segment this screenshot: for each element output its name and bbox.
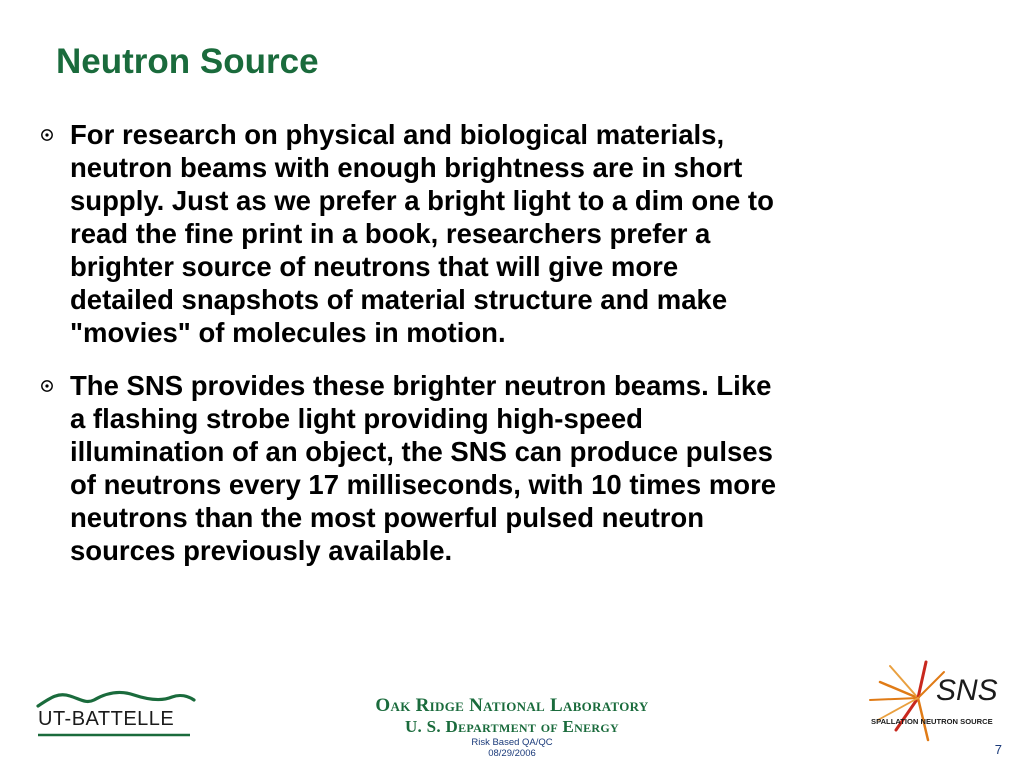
- bullet-icon: [40, 128, 54, 142]
- bullet-icon: [40, 379, 54, 393]
- bullet-item: [40, 118, 970, 349]
- department-name: U. S. Department of Energy: [404, 717, 619, 736]
- bullet-line: illumination of an object, the SNS can produce pulses: [70, 436, 773, 467]
- bullet-text: [70, 118, 970, 349]
- organization-block: [312, 695, 712, 759]
- bullet-line: "movies" of molecules in motion.: [70, 317, 506, 348]
- bullet-line: The SNS provides these brighter neutron beams. Like: [70, 370, 772, 401]
- bullet-line: neutrons than the most powerful pulsed neutron: [70, 502, 705, 533]
- bullet-line: detailed snapshots of material structure and make: [70, 284, 728, 315]
- slide-title: Neutron Source: [56, 42, 319, 81]
- ut-battelle-wordmark: UT-BATTELLE: [38, 708, 175, 730]
- bullet-text: [70, 369, 970, 567]
- sns-logo-mark: SNS: [936, 674, 998, 707]
- bullet-line: For research on physical and biological materials,: [70, 119, 725, 150]
- presentation-subtitle: Risk Based QA/QC: [471, 737, 553, 748]
- bullet-line: supply. Just as we prefer a bright light to a dim one to: [70, 185, 774, 216]
- lab-name: Oak Ridge National Laboratory: [375, 695, 649, 716]
- page-number: 7: [994, 742, 1002, 757]
- bullet-line: a flashing strobe light providing high-speed: [70, 403, 643, 434]
- presentation-date: 08/29/2006: [488, 748, 536, 759]
- bullet-item: [40, 369, 970, 567]
- sns-logo: [866, 660, 998, 746]
- bullet-line: of neutrons every 17 milliseconds, with 10 times more: [70, 469, 777, 500]
- bullet-line: sources previously available.: [70, 535, 453, 566]
- bullet-line: brighter source of neutrons that will give more: [70, 251, 679, 282]
- sns-logo-subtitle: SPALLATION NEUTRON SOURCE: [871, 717, 993, 726]
- bullet-line: read the fine print in a book, researchers prefer a: [70, 218, 711, 249]
- bullet-list: [40, 118, 970, 567]
- bullet-line: neutron beams with enough brightness are in short: [70, 152, 743, 183]
